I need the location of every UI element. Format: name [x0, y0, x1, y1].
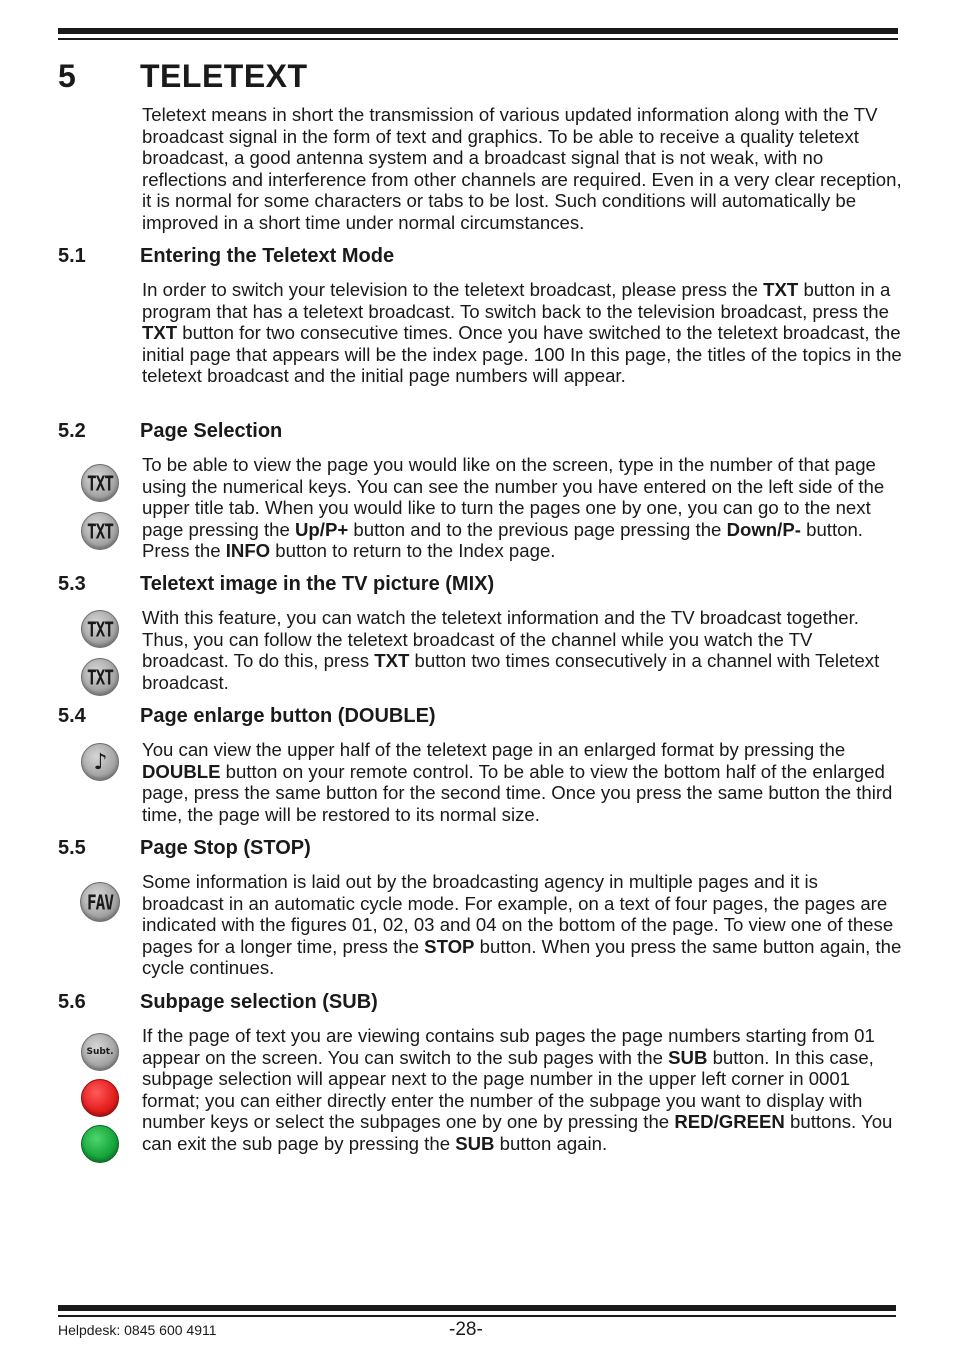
section-title-5-1: Entering the Teletext Mode [140, 245, 395, 267]
section-number-5-3: 5.3 [58, 573, 86, 595]
section-title-5-5: Page Stop (STOP) [140, 837, 311, 859]
section-title-5-6: Subpage selection (SUB) [140, 991, 378, 1013]
section-body-5-5: Some information is laid out by the broadcasting agency in multiple pages and it is broadcast in an automatic cycle mode. For example, on a text of four pages, the pages are indicated with the figures 01, 02, 03 and 04 on the bottom of the page. To view one of these pages for a longer time, press the STOP button. When you press the same button again, the cycle continues. [142, 871, 902, 979]
green-button-icon [81, 1125, 119, 1163]
bottom-rule-thin [58, 1315, 896, 1317]
section-number-5-1: 5.1 [58, 245, 86, 267]
txt-button-icon: TXT [81, 610, 119, 648]
chapter-number: 5 [58, 58, 76, 94]
footer-page-number: -28- [449, 1319, 483, 1340]
section-number-5-2: 5.2 [58, 420, 86, 442]
section-body-5-6: If the page of text you are viewing contains sub pages the page numbers starting from 01 appear on the screen. You can switch to the sub pages with the SUB button. In this case, subpage selection will appear next to the page number in the upper left corner in 0001 format; you can either directly enter the number of the subpage you want to display with number keys or select the subpages one by one by pressing the RED/GREEN buttons. You can exit the sub page by pressing the SUB button again. [142, 1025, 893, 1154]
subtitle-button-icon: Subt. [81, 1033, 119, 1071]
section-body-5-1: In order to switch your television to the teletext broadcast, please press the TXT button in a program that has a teletext broadcast. To switch back to the television broadcast, press the TXT button for two consecutive times. Once you have switched to the teletext broadcast, the initial page that appears will be the index page. 100 In this page, the titles of the topics in the teletext broadcast and the initial page numbers will appear. [142, 279, 902, 387]
section-title-5-3: Teletext image in the TV picture (MIX) [140, 573, 495, 595]
txt-button-icon: TXT [81, 464, 119, 502]
section-number-5-5: 5.5 [58, 837, 86, 859]
section-number-5-4: 5.4 [58, 705, 86, 727]
music-note-button-icon: ♪ [81, 743, 119, 781]
section-body-5-3: With this feature, you can watch the teletext information and the TV broadcast together. Thus, you can follow the teletext broadcast of the channel while you watch the TV broadcast. To do this, press TXT button two times consecutively in a channel with Teletext broadcast. [142, 607, 880, 693]
txt-button-icon: TXT [81, 658, 119, 696]
top-rule-thin [58, 38, 898, 40]
red-button-icon [81, 1079, 119, 1117]
txt-button-icon: TXT [81, 512, 119, 550]
section-title-5-2: Page Selection [140, 420, 283, 442]
footer-helpdesk: Helpdesk: 0845 600 4911 [58, 1322, 217, 1338]
section-number-5-6: 5.6 [58, 991, 86, 1013]
bottom-rule-thick [58, 1305, 896, 1311]
fav-button-icon: FAV [80, 882, 120, 922]
section-body-5-2: To be able to view the page you would like on the screen, type in the number of that page using the numerical keys. You can see the number you have entered on the left side of the upper title tab. When you would like to turn the pages one by one, you can go to the next page pressing the Up/P+ button and to the previous page pressing the Down/P- button. Press the INFO button to return to the Index page. [142, 454, 885, 562]
intro-paragraph: Teletext means in short the transmission of various updated information along with the TV broadcast signal in the form of text and graphics. To be able to receive a quality teletext broadcast, a good antenna system and a broadcast signal that is not weak, with no reflections and interference from other channels are required. Even in a very clear reception, it is normal for some characters or tabs to be lost. Such conditions will automatically be improved in a short time under normal circumstances. [142, 104, 902, 233]
chapter-title: TELETEXT [140, 58, 308, 94]
section-title-5-4: Page enlarge button (DOUBLE) [140, 705, 436, 727]
top-rule-thick [58, 28, 898, 34]
section-body-5-4: You can view the upper half of the teletext page in an enlarged format by pressing the DOUBLE button on your remote control. To be able to view the bottom half of the enlarged page, press the same button for the second time. Once you press the same button the third time, the page will be restored to its normal size. [142, 739, 893, 825]
